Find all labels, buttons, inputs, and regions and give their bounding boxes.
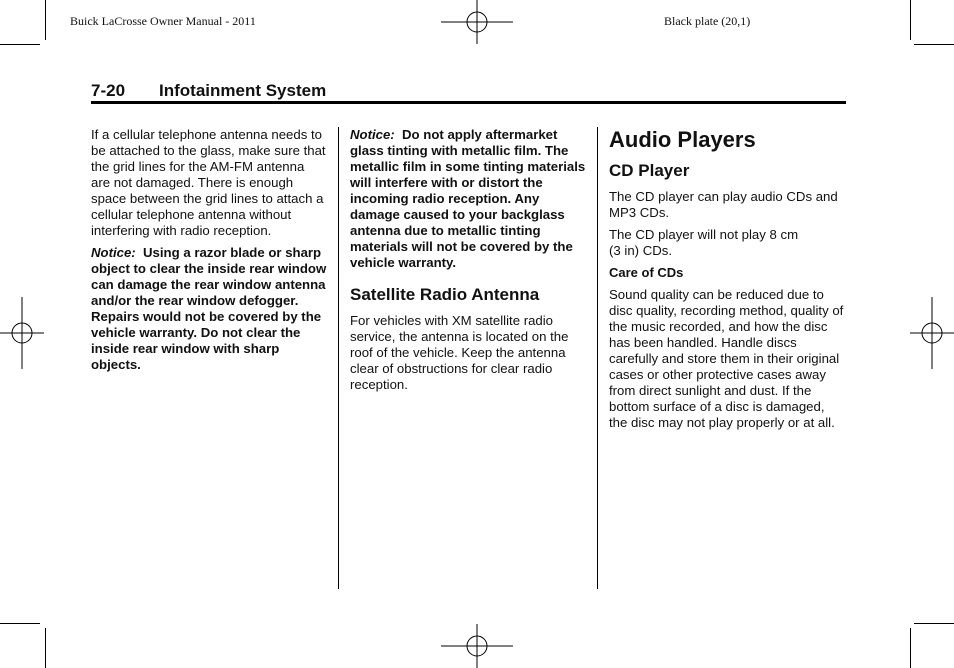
section-heading: Satellite Radio Antenna	[350, 285, 540, 304]
column-divider	[597, 127, 598, 589]
crop-mark	[45, 628, 46, 668]
crop-mark	[0, 623, 40, 624]
document-meta-left: Buick LaCrosse Owner Manual - 2011	[70, 14, 256, 28]
page-number: 7-20	[91, 81, 126, 100]
paragraph: For vehicles with XM satellite radio service, the antenna is located on the roof of the vehicle. Keep the antenna clear of obstructions for clear radio reception.	[350, 313, 569, 392]
notice-label: Notice:	[91, 245, 136, 260]
notice	[350, 127, 586, 271]
minor-heading: Care of CDs	[609, 265, 684, 280]
notice-text: Do not apply aftermarket glass tinting with metallic film. The metallic film in some tinting materials will interfere with or distort the incoming radio reception. Any damage caused to your backglass antenna due to metallic tinting materials will not be covered by the vehicle warranty.	[350, 127, 586, 270]
subheading: CD Player	[609, 161, 690, 180]
paragraph: The CD player can play audio CDs and MP3 CDs.	[609, 189, 838, 220]
notice-label: Notice:	[350, 127, 395, 142]
notice	[91, 245, 327, 373]
registration-mark-bottom	[441, 624, 513, 668]
column-1	[91, 127, 327, 379]
notice-text: Using a razor blade or sharp object to clear the inside rear window can damage the rear window antenna and/or the rear window defogger. Repairs would not be covered by the vehicle warranty. Do not clear the inside rear window with sharp objects.	[91, 245, 327, 372]
paragraph: Sound quality can be reduced due to disc quality, recording method, quality of the music recorded, and how the disc has been handled. Handle discs carefully and store them in their original cases or other protective cases away from direct sunlight and dust. If the bottom surface of a disc is damaged, the disc may not play properly or at all.	[609, 287, 844, 430]
section-title: Infotainment System	[159, 81, 327, 100]
paragraph: The CD player will not play 8 cm (3 in) CDs.	[609, 227, 799, 258]
paragraph: If a cellular telephone antenna needs to be attached to the glass, make sure that the grid lines for the AM-FM antenna are not damaged. There is enough space between the grid lines to attach a cellular telephone antenna without interfering with radio reception.	[91, 127, 326, 238]
crop-mark	[914, 623, 954, 624]
crop-mark	[0, 44, 40, 45]
crop-mark	[45, 0, 46, 40]
registration-mark-top	[441, 0, 513, 44]
document-meta-right: Black plate (20,1)	[664, 14, 751, 28]
crop-mark	[914, 44, 954, 45]
main-heading: Audio Players	[609, 127, 756, 152]
registration-mark-left	[0, 297, 44, 369]
header-rule	[91, 101, 846, 104]
crop-mark	[910, 628, 911, 668]
column-divider	[338, 127, 339, 589]
crop-mark	[910, 0, 911, 40]
column-3	[609, 127, 845, 437]
registration-mark-right	[910, 297, 954, 369]
column-2	[350, 127, 586, 399]
